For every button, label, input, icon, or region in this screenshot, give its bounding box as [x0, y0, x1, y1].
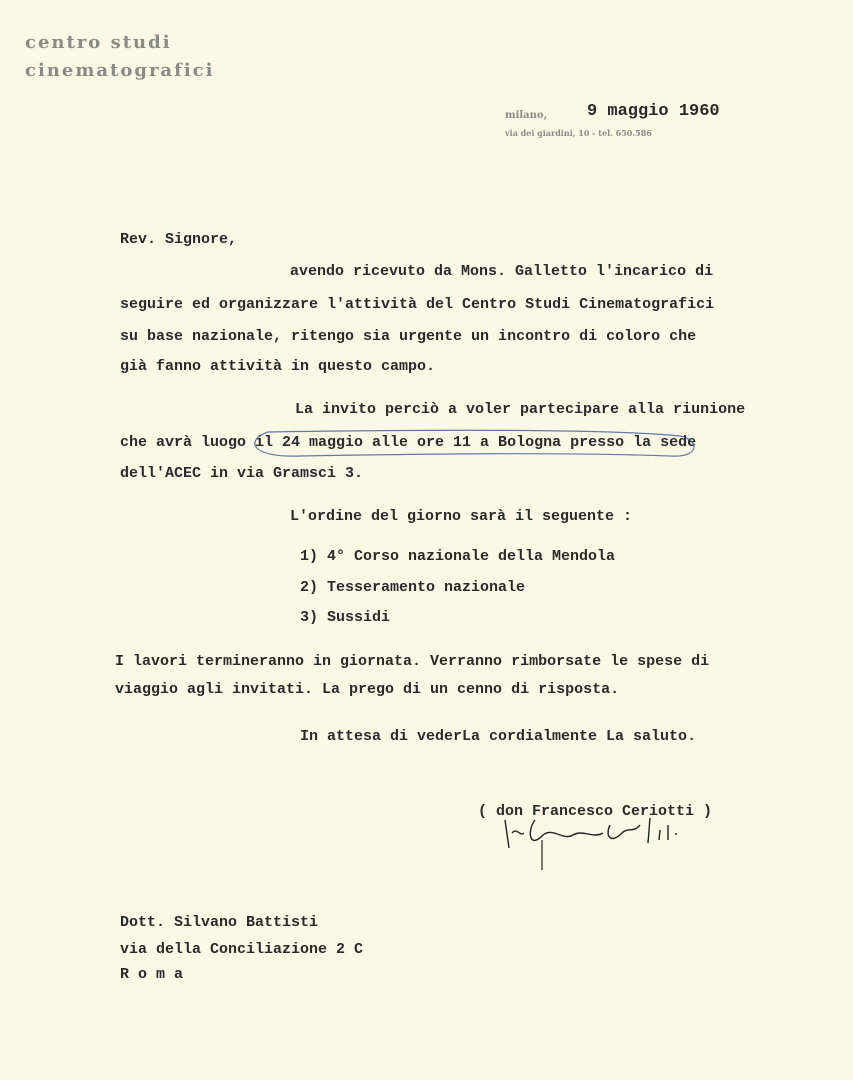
- agenda-intro: L'ordine del giorno sarà il seguente :: [290, 508, 633, 525]
- agenda-item: 1) 4° Corso nazionale della Mendola: [300, 548, 616, 565]
- agenda-item: 3) Sussidi: [300, 609, 391, 626]
- recipient-line: Dott. Silvano Battisti: [120, 914, 319, 931]
- agenda-item: 2) Tesseramento nazionale: [300, 579, 526, 596]
- letterhead-logo-line1: centro studi: [25, 32, 172, 53]
- letterhead-address: via dei giardini, 10 - tel. 650.586: [505, 128, 652, 138]
- handwritten-signature-mark: [505, 818, 676, 848]
- salutation: Rev. Signore,: [120, 231, 238, 248]
- paragraph-line: La invito perciò a voler partecipare alla riunione: [295, 401, 746, 418]
- closing-line: I lavori termineranno in giornata. Verranno rimborsate le spese di: [115, 653, 710, 670]
- typed-signature: ( don Francesco Ceriotti ): [478, 803, 713, 820]
- letterhead-city: milano,: [505, 110, 548, 121]
- paragraph-line: avendo ricevuto da Mons. Galletto l'incarico di: [290, 263, 714, 280]
- letter-date: 9 maggio 1960: [587, 102, 720, 121]
- paragraph-line: seguire ed organizzare l'attività del Centro Studi Cinematografici: [120, 296, 715, 313]
- letterhead-logo-line2: cinematografici: [25, 60, 215, 81]
- recipient-line: via della Conciliazione 2 C: [120, 941, 364, 958]
- paragraph-line: che avrà luogo il 24 maggio alle ore 11 a Bologna presso la sede: [120, 434, 697, 451]
- recipient-line: R o m a: [120, 966, 184, 983]
- closing-line: In attesa di vederLa cordialmente La saluto.: [300, 728, 697, 745]
- pen-underline-mark: [255, 430, 694, 456]
- paragraph-line: dell'ACEC in via Gramsci 3.: [120, 465, 364, 482]
- closing-line: viaggio agli invitati. La prego di un cenno di risposta.: [115, 681, 620, 698]
- paragraph-line: già fanno attività in questo campo.: [120, 358, 436, 375]
- paragraph-line: su base nazionale, ritengo sia urgente un incontro di coloro che: [120, 328, 697, 345]
